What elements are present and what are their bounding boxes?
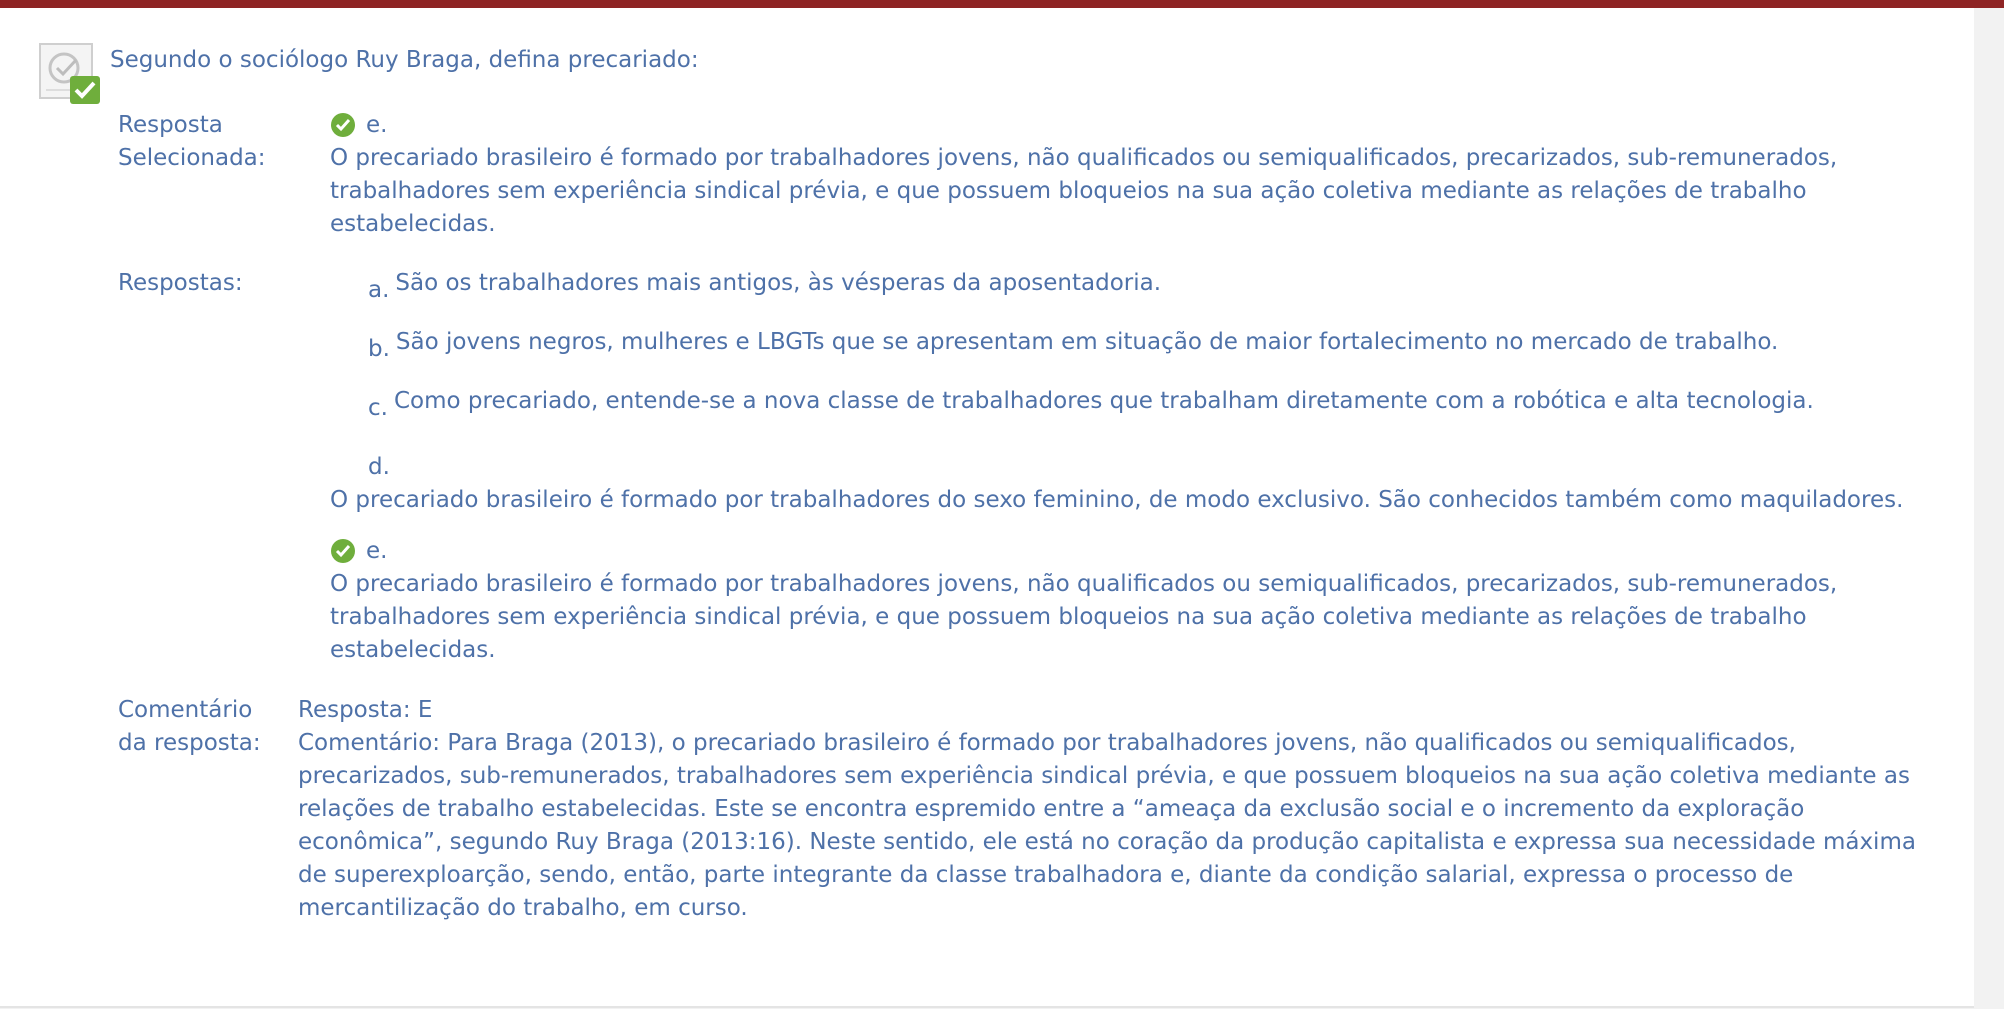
selected-answer-letter-line bbox=[330, 109, 387, 142]
answer-option-e-text: O precariado brasileiro é formado por trabalhadores jovens, não qualificados ou semiqualificados, precarizados, sub-remunerados, trabalhadores sem experiência sindical prévia, e que possuem bloqueios na sua ação coletiva mediante as relações de trabalho estabelecidas. bbox=[330, 571, 1838, 663]
question-review-panel bbox=[0, 8, 1974, 1008]
answer-option-b bbox=[368, 326, 1779, 362]
answer-option-letter: c. bbox=[368, 395, 388, 421]
answer-option-d-letter: d. bbox=[368, 454, 390, 480]
feedback-comment: Comentário: Para Braga (2013), o precariado brasileiro é formado por trabalhadores jovens, não qualificados ou semiqualificados, precarizados, sub-remunerados, trabalhadores sem experiência sindical prévia, e que possuem bloqueios na sua ação coletiva mediante as relações de trabalho estabelecidas. Este se encontra espremido entre a “ameaça da exclusão social e o incremento da exploração econômica”, segundo Ruy Braga (2013:16). Neste sentido, ele está no coração da produção capitalista e expressa sua necessidade máxima de superexploarção, sendo, então, parte integrante da classe trabalhadora e, diante da condição salarial, expressa o processo de mercantilização do trabalho, em curso. bbox=[298, 730, 1916, 921]
feedback-label-line1: Comentário bbox=[118, 697, 253, 723]
top-accent-bar bbox=[0, 0, 2004, 8]
answer-option-letter: b. bbox=[368, 336, 390, 362]
answer-option-text: São os trabalhadores mais antigos, às vésperas da aposentadoria. bbox=[395, 270, 1162, 296]
answer-option-text: São jovens negros, mulheres e LBGTs que se apresentam em situação de maior fortalecimento no mercado de trabalho. bbox=[395, 329, 1779, 355]
scroll-gutter bbox=[1974, 8, 2004, 1009]
feedback-content bbox=[298, 694, 1938, 925]
answer-option-a bbox=[368, 267, 1162, 303]
feedback-label-line2: da resposta: bbox=[118, 730, 261, 756]
correct-check-icon bbox=[330, 538, 356, 564]
answers-label: Respostas: bbox=[118, 270, 243, 296]
answer-option-letter: a. bbox=[368, 277, 390, 303]
answer-option-e-letter: e. bbox=[366, 538, 388, 564]
selected-answer-label-line2: Selecionada: bbox=[118, 145, 266, 171]
answer-option-c bbox=[368, 385, 1814, 421]
feedback-answer: Resposta: E bbox=[298, 697, 433, 723]
selected-answer-label bbox=[118, 109, 266, 175]
question-text: Segundo o sociólogo Ruy Braga, defina precariado: bbox=[110, 47, 699, 73]
answer-option-e-letter-line bbox=[330, 535, 387, 568]
selected-answer-label-line1: Resposta bbox=[118, 112, 223, 138]
selected-answer-letter: e. bbox=[366, 112, 388, 138]
answer-option-text: Como precariado, entende-se a nova classe de trabalhadores que trabalham diretamente com a robótica e alta tecnologia. bbox=[393, 388, 1814, 414]
graded-question-check-icon bbox=[38, 42, 102, 106]
answer-option-d-text: O precariado brasileiro é formado por trabalhadores do sexo feminino, de modo exclusivo. São conhecidos também como maquiladores. bbox=[330, 487, 1904, 513]
correct-check-icon bbox=[330, 112, 356, 138]
selected-answer-text: O precariado brasileiro é formado por trabalhadores jovens, não qualificados ou semiqualificados, precarizados, sub-remunerados, trabalhadores sem experiência sindical prévia, e que possuem bloqueios na sua ação coletiva mediante as relações de trabalho estabelecidas. bbox=[330, 145, 1838, 237]
feedback-label bbox=[118, 694, 261, 760]
